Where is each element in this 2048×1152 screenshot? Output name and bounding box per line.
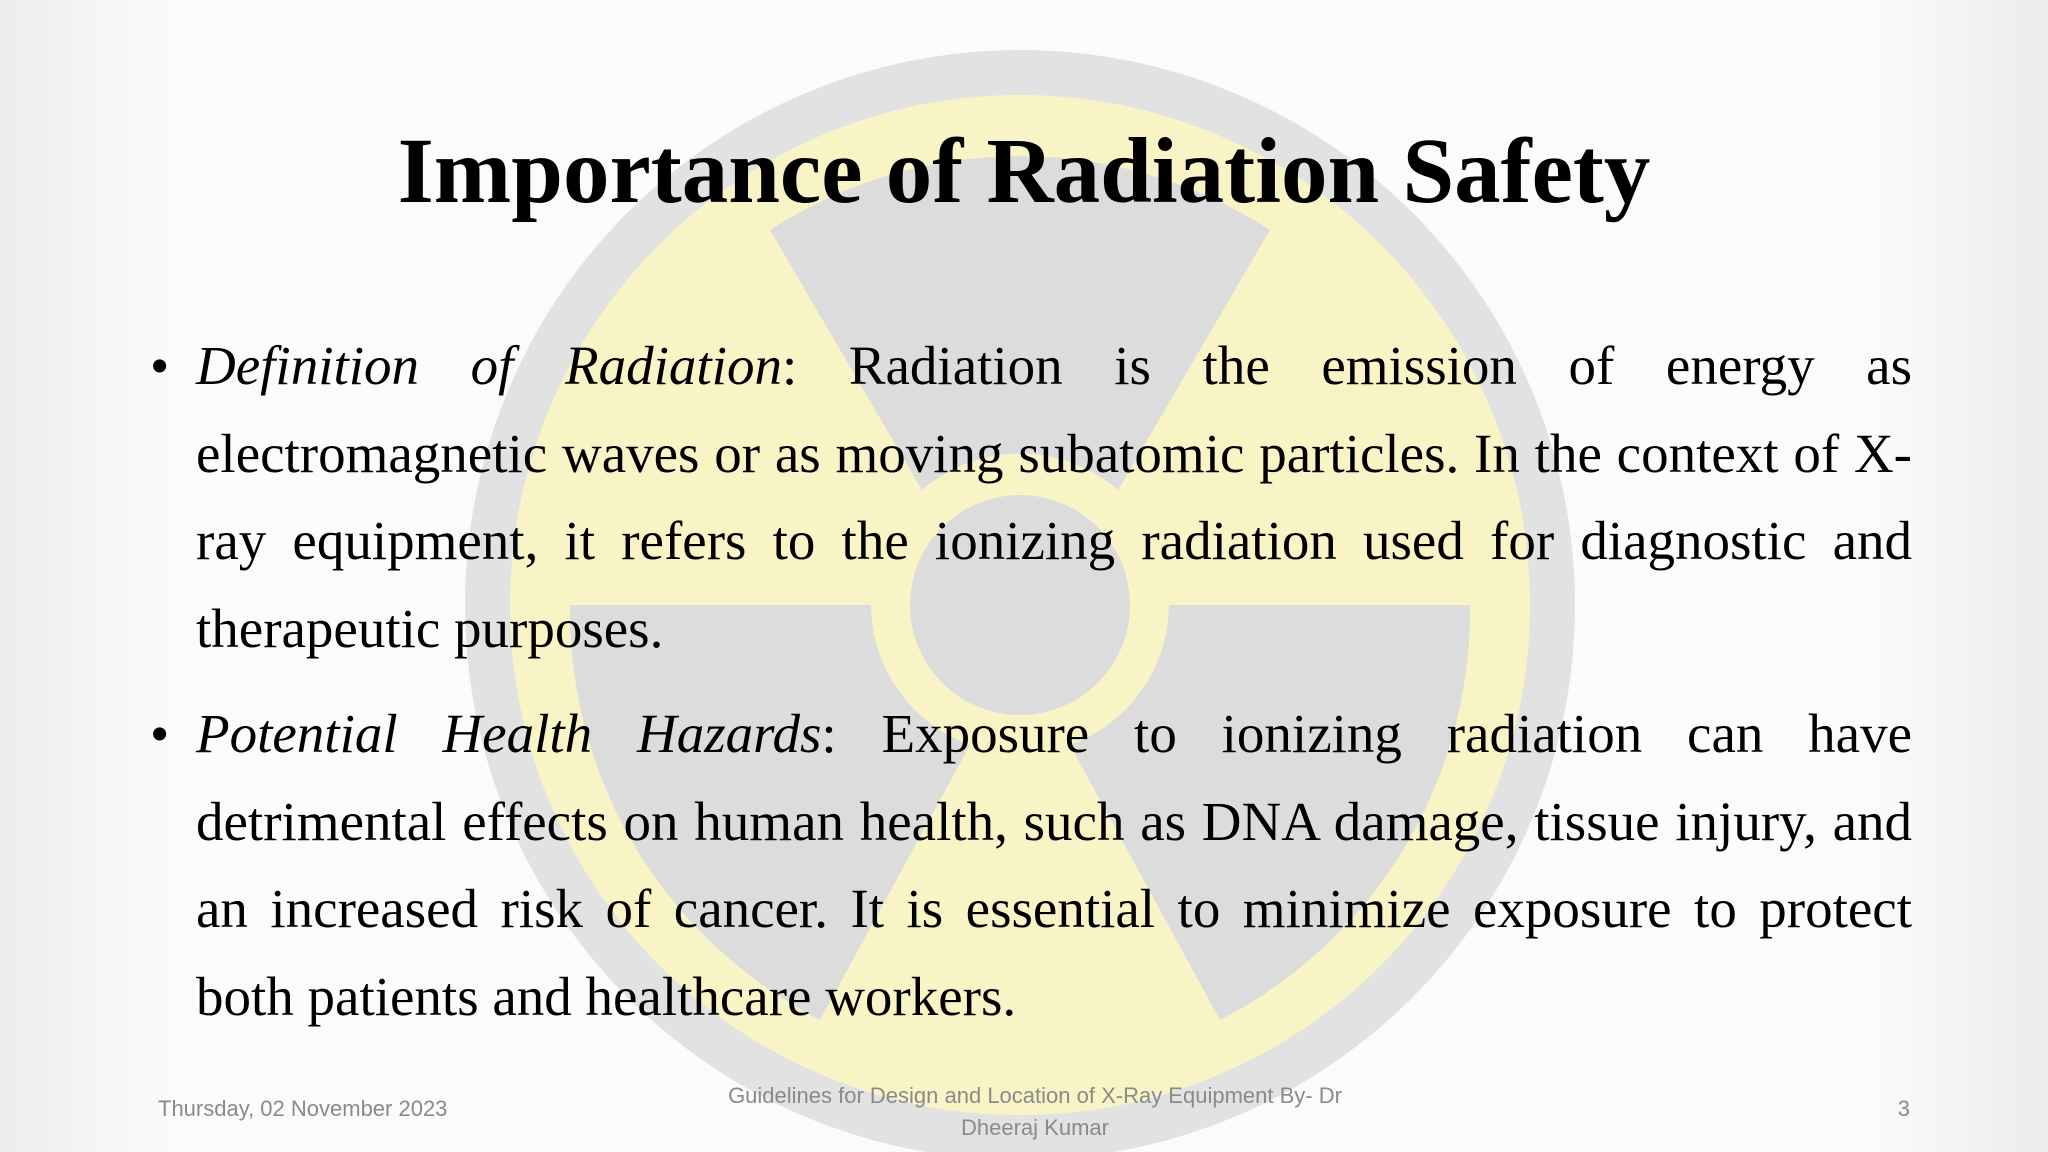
bullet-colon: : (821, 703, 837, 764)
footer-title (690, 1080, 1380, 1144)
page-number: 3 (1897, 1096, 1910, 1121)
footer-date: Thursday, 02 November 2023 (158, 1096, 448, 1121)
bullet-potential-health-hazards (150, 690, 1912, 1040)
bullet-term: Definition of Radiation (196, 335, 782, 396)
footer-title-line-1: Guidelines for Design and Location of X-Ray Equipment By- Dr (728, 1083, 1342, 1108)
bullet-term: Potential Health Hazards (196, 703, 822, 764)
bullet-text: Exposure to ionizing radiation can have detrimental effects on human health, such as DNA damage, tissue injury, and an increased risk of cancer. It is essential to minimize exposure to protect both patients and healthcare workers. (196, 703, 1913, 1027)
bullet-marker: • (150, 703, 170, 764)
bullet-marker: • (150, 335, 170, 396)
footer-title-line-2: Dheeraj Kumar (961, 1115, 1109, 1140)
slide-body (150, 322, 1912, 1058)
bullet-text: Radiation is the emission of energy as electromagnetic waves or as moving subatomic particles. In the context of X-ray equipment, it refers to the ionizing radiation used for diagnostic and therapeutic purposes. (196, 335, 1912, 659)
bullet-colon: : (781, 335, 798, 396)
slide-title: Importance of Radiation Safety (397, 120, 1651, 223)
bullet-definition-of-radiation (150, 322, 1912, 672)
